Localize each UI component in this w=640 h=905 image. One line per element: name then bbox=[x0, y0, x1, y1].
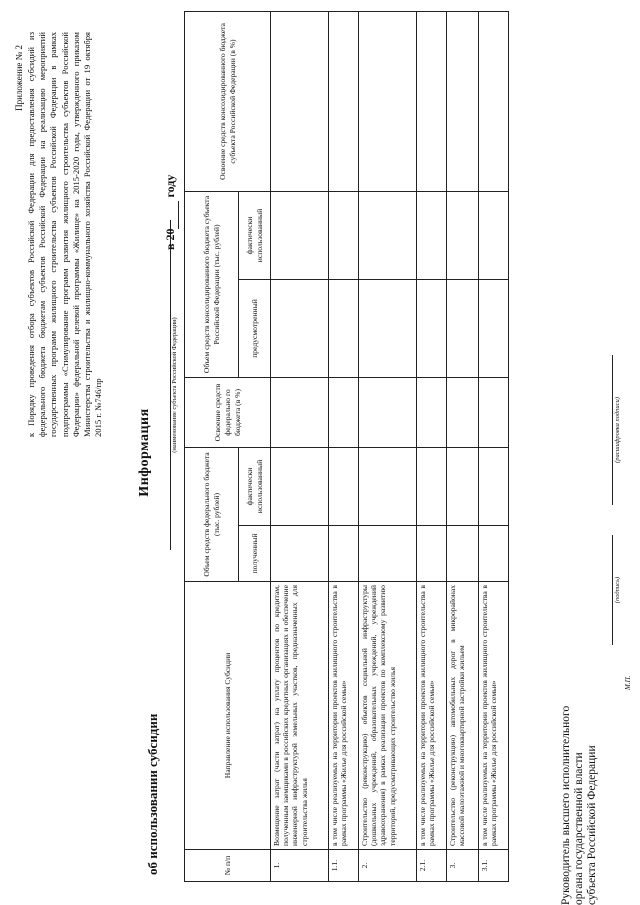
cell-regional-percent bbox=[417, 12, 447, 192]
cell-used-federal bbox=[417, 448, 447, 526]
header-planned: предусмотренный bbox=[239, 280, 271, 378]
cell-used-federal bbox=[329, 448, 359, 526]
header-regional-percent: Освоение средств консолидированного бюджета субъекта Российской Федерации (в %) bbox=[185, 12, 271, 192]
appendix-number: Приложение № 2 bbox=[14, 45, 24, 111]
row-number: 3. bbox=[447, 850, 479, 882]
cell-used-regional bbox=[447, 192, 479, 280]
year-suffix: году bbox=[163, 174, 177, 198]
cell-federal-percent bbox=[329, 378, 359, 448]
cell-regional-percent bbox=[447, 12, 479, 192]
table-row bbox=[329, 12, 359, 882]
table-row bbox=[479, 12, 509, 882]
cell-used-regional bbox=[271, 192, 329, 280]
signer-title-line-1: Руководитель высшего исполнительного bbox=[560, 705, 572, 905]
cell-planned bbox=[329, 280, 359, 378]
table-row bbox=[447, 12, 479, 882]
cell-regional-percent bbox=[329, 12, 359, 192]
subject-name-field bbox=[160, 220, 171, 550]
cell-planned bbox=[271, 280, 329, 378]
document-title: Информация bbox=[137, 408, 152, 497]
table-row bbox=[417, 12, 447, 882]
signer-title-line-3: субъекта Российской Федерации bbox=[586, 745, 598, 905]
table-row bbox=[271, 12, 329, 882]
report-year bbox=[163, 175, 179, 250]
signature-decode-field bbox=[612, 355, 613, 505]
signer-title-line-2: органа государственной власти bbox=[573, 752, 585, 905]
row-direction: Возмещение затрат (части затрат) на уплату процентов по кредитам, полученным заемщиками в российских кредитных организациях и обеспечение инженерной инфраструктурой земельных участков, предназначенных для строительства жилья bbox=[271, 582, 329, 850]
header-used-regional: фактически использованный bbox=[239, 192, 271, 280]
row-direction: в том числе реализуемых на территории проектов жилищного строительства в рамках программы «Жилье для российской семьи» bbox=[417, 582, 447, 850]
cell-federal-percent bbox=[417, 378, 447, 448]
header-federal-percent: Освоение средств федерально го бюджета (в %) bbox=[185, 378, 271, 448]
signature-field bbox=[612, 535, 613, 645]
appendix-reference: к Порядку проведения отбора субъектов Российской Федерации для предоставления субсидий из федерального бюджета бюджетам субъектов Российской Федерации на реализацию мероприятий государственных программ жилищного строительства субъектов Российской Федерации в рамках подпрограммы «Стимулирование программ развития жилищного строительства субъектов Российской Федерации» федеральной целевой программы «Жилище» на 2015-2020 годы, утвержденного приказом Министерства строительства и жилищно-коммунального хозяйства Российской Федерации от 19 октября 2015 г. №746/пр bbox=[26, 32, 104, 437]
cell-used-regional bbox=[329, 192, 359, 280]
row-number: 2.1. bbox=[417, 850, 447, 882]
row-direction: Строительство (реконструкцию) объектов социальной инфраструктуры (дошкольных учреждений, образовательных учреждений, учреждений здравоохранения) в рамках реализации проектов по комплексному развитию территорий, предусматривающих строительство жилья bbox=[359, 582, 417, 850]
row-number: 1.1. bbox=[329, 850, 359, 882]
cell-received bbox=[359, 526, 417, 582]
cell-federal-percent bbox=[447, 378, 479, 448]
subject-name-caption: (наименование субъекта Российской Федерации) bbox=[171, 317, 178, 453]
subsidy-table bbox=[184, 11, 509, 882]
cell-received bbox=[417, 526, 447, 582]
header-used-federal: фактически использованный bbox=[239, 448, 271, 526]
row-direction: в том числе реализуемых на территории проектов жилищного строительства в рамках программы «Жилье для российской семьи» bbox=[479, 582, 509, 850]
header-regional-volume: Объем средств консолидированного бюджета субъекта Российской Федерации (тыс. рублей) bbox=[185, 192, 239, 378]
cell-federal-percent bbox=[271, 378, 329, 448]
cell-used-federal bbox=[359, 448, 417, 526]
cell-used-regional bbox=[479, 192, 509, 280]
cell-federal-percent bbox=[359, 378, 417, 448]
cell-received bbox=[329, 526, 359, 582]
cell-used-federal bbox=[271, 448, 329, 526]
header-received: полученный bbox=[239, 526, 271, 582]
cell-federal-percent bbox=[479, 378, 509, 448]
cell-used-federal bbox=[479, 448, 509, 526]
header-direction: Направление использования Субсидии bbox=[185, 582, 271, 850]
cell-regional-percent bbox=[479, 12, 509, 192]
row-number: 3.1. bbox=[479, 850, 509, 882]
header-num: № п/п bbox=[185, 850, 271, 882]
row-number: 1. bbox=[271, 850, 329, 882]
cell-planned bbox=[417, 280, 447, 378]
cell-planned bbox=[479, 280, 509, 378]
cell-used-regional bbox=[359, 192, 417, 280]
row-direction: Строительство (реконструкцию) автомобильных дорог в микрорайонах массовой малоэтажной и многоквартирной застройки жильем bbox=[447, 582, 479, 850]
document-subtitle: об использовании субсидии bbox=[145, 713, 160, 875]
cell-planned bbox=[447, 280, 479, 378]
cell-received bbox=[479, 526, 509, 582]
year-blank bbox=[163, 201, 179, 229]
cell-received bbox=[447, 526, 479, 582]
signature-caption: (подпись) bbox=[614, 576, 621, 604]
cell-used-federal bbox=[447, 448, 479, 526]
year-prefix: в 20 bbox=[163, 228, 177, 250]
table-row bbox=[359, 12, 417, 882]
cell-received bbox=[271, 526, 329, 582]
cell-regional-percent bbox=[271, 12, 329, 192]
row-number: 2. bbox=[359, 850, 417, 882]
signature-block bbox=[560, 706, 599, 905]
cell-used-regional bbox=[417, 192, 447, 280]
cell-regional-percent bbox=[359, 12, 417, 192]
cell-planned bbox=[359, 280, 417, 378]
header-federal-volume: Объем средств федерального бюджета (тыс. рублей) bbox=[185, 448, 239, 582]
stamp-place: М.П. bbox=[624, 675, 632, 690]
row-direction: в том числе реализуемых на территории проектов жилищного строительства в рамках программы «Жилье для российской семьи» bbox=[329, 582, 359, 850]
signature-decode-caption: (расшифровка подписи) bbox=[614, 397, 621, 463]
